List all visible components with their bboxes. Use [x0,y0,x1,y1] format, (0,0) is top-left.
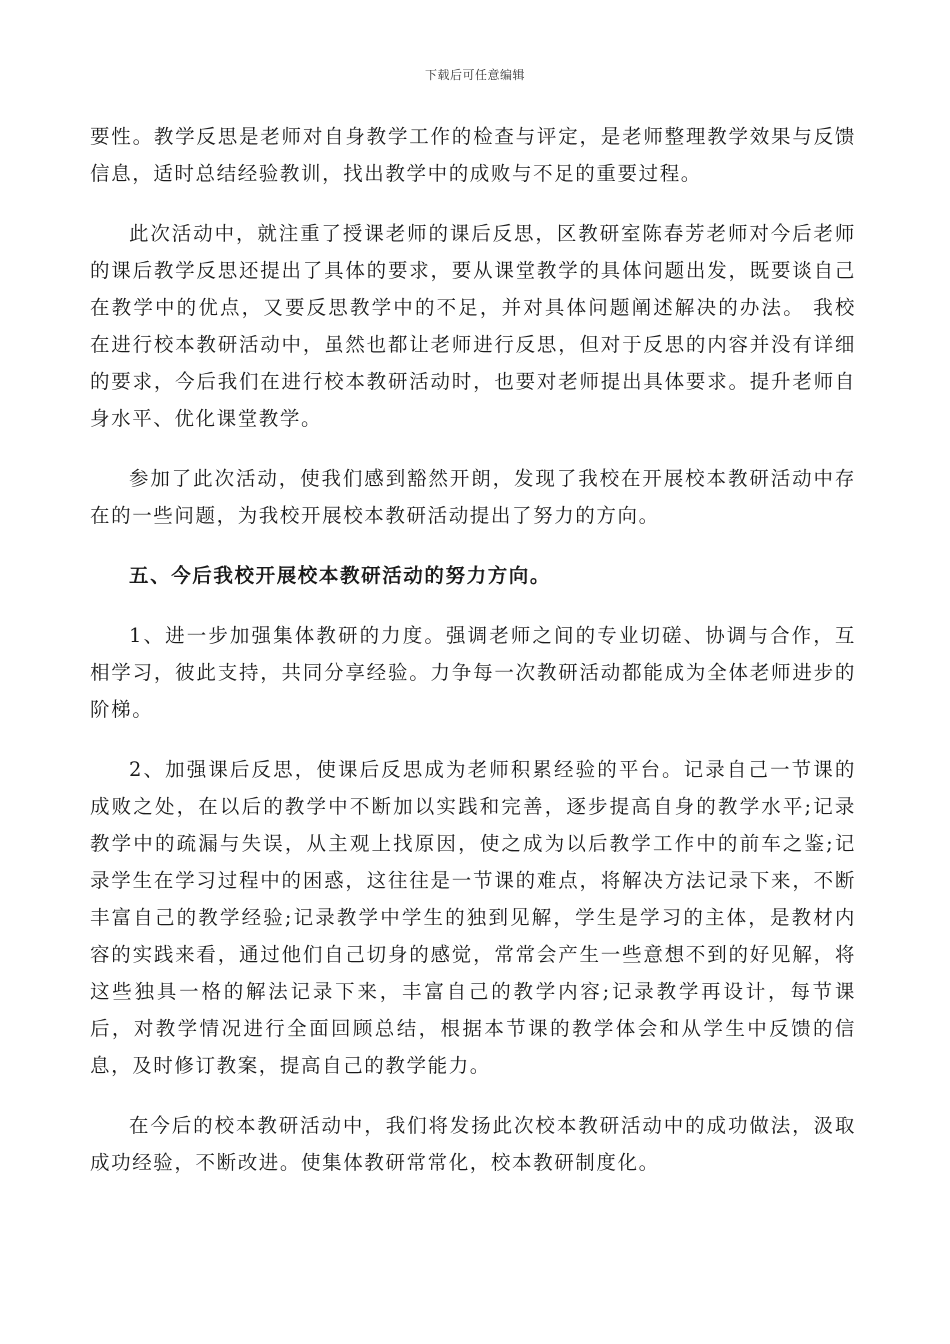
paragraph-continuation: 要性。教学反思是老师对自身教学工作的检查与评定，是老师整理教学效果与反馈信息，适时总结经验教训，找出教学中的成败与不足的重要过程。 [90,125,856,185]
paragraph-conclusion: 在今后的校本教研活动中，我们将发扬此次校本教研活动中的成功做法，汲取成功经验，不断改进。使集体教研常常化，校本教研制度化。 [90,1114,856,1174]
section-heading: 五、今后我校开展校本教研活动的努力方向。 [129,564,552,587]
list-item-1: 1、进一步加强集体教研的力度。强调老师之间的专业切磋、协调与合作，互相学习，彼此支持，共同分享经验。力争每一次教研活动都能成为全体老师进步的阶梯。 [90,624,856,721]
page-header: 下载后可任意编辑 [424,68,525,82]
paragraph-reflection: 此次活动中，就注重了授课老师的课后反思，区教研室陈春芳老师对今后老师的课后教学反思还提出了具体的要求，要从课堂教学的具体问题出发，既要谈自己在教学中的优点，又要反思教学中的不足，并对具体问题阐述解决的办法。 我校在进行校本教研活动中，虽然也都让老师进行反思，但对于反思的内容并没有详细的要求，今后我们在进行校本教研活动时，也要对老师提出具体要求。提升老师自身水平、优化课堂教学。 [90,222,856,430]
paragraph-activity-summary: 参加了此次活动，使我们感到豁然开朗，发现了我校在开展校本教研活动中存在的一些问题，为我校开展校本教研活动提出了努力的方向。 [90,467,856,527]
document-body [90,118,856,1181]
list-item-2: 2、加强课后反思，使课后反思成为老师积累经验的平台。记录自己一节课的成败之处，在以后的教学中不断加以实践和完善，逐步提高自身的教学水平;记录教学中的疏漏与失误，从主观上找原因，使之成为以后教学工作中的前车之鉴;记录学生在学习过程中的困惑，这往往是一节课的难点，将解决方法记录下来，不断丰富自己的教学经验;记录教学中学生的独到见解，学生是学习的主体，是教材内容的实践来看，通过他们自己切身的感觉，常常会产生一些意想不到的好见解，将这些独具一格的解法记录下来，丰富自己的教学内容;记录教学再设计，每节课后，对教学情况进行全面回顾总结，根据本节课的教学体会和从学生中反馈的信息，及时修订教案，提高自己的教学能力。 [90,758,856,1077]
